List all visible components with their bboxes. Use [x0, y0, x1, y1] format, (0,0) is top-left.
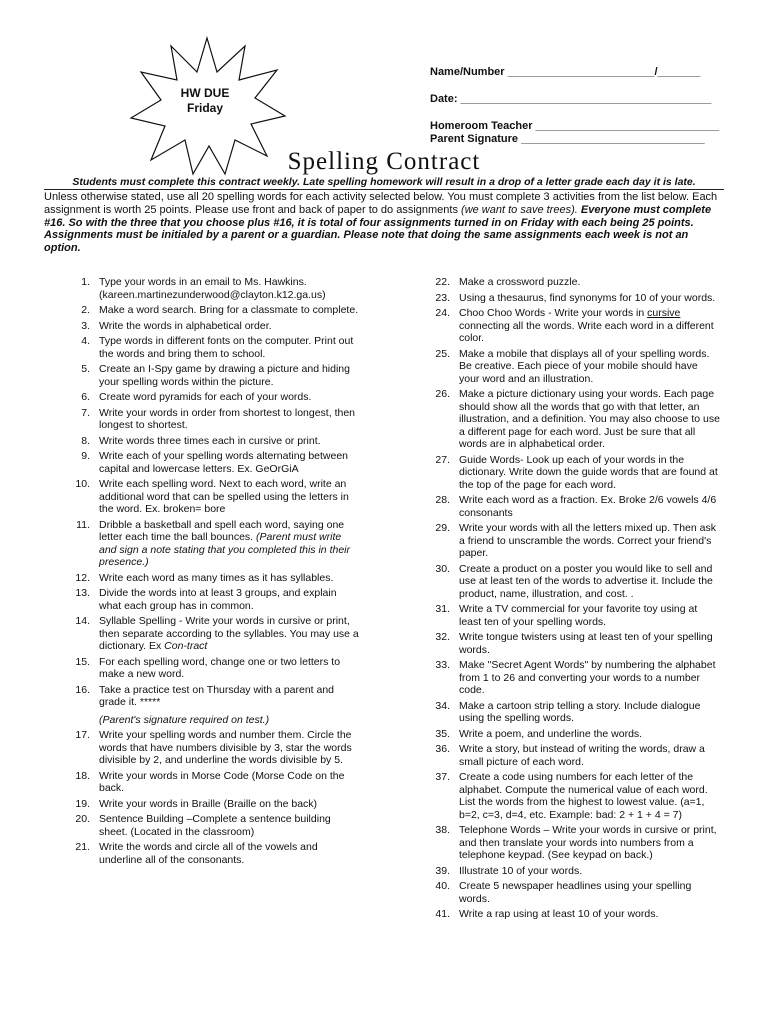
activity-number: 9.: [81, 450, 90, 462]
activity-text: [99, 615, 360, 653]
activity-text: [459, 348, 720, 386]
activity-text: [459, 631, 720, 656]
activity-text: [99, 320, 360, 333]
date-field[interactable]: Date: _________________________________________: [430, 93, 712, 105]
activity-number: 35.: [435, 727, 450, 740]
activity-item: [420, 348, 720, 386]
activity-text-main: Make a mobile that displays all of your spelling words. Be creative. Each piece of your mobile should have your word and an illustration.: [459, 347, 710, 385]
activity-text-main: Syllable Spelling - Write your words in cursive or print, then separate according to the syllables. You may use a dictionary. Ex: [99, 615, 359, 652]
homeroom-teacher-field[interactable]: Homeroom Teacher ______________________________: [430, 120, 720, 132]
activity-text: [459, 865, 720, 878]
activity-text-main: Make a picture dictionary using your words. Each page should show all the words that go with that letter, an illustration, and a definition. You may also choose to use a different page for each word. Just be sure that all words are in alphabetical order.: [459, 388, 720, 450]
activity-item: [60, 391, 360, 404]
activity-item: [420, 771, 720, 821]
activity-item: [60, 519, 360, 569]
activity-item: [60, 770, 360, 795]
activity-number: 16.: [75, 683, 90, 696]
activity-item: [420, 880, 720, 905]
activity-text: [459, 659, 720, 697]
activity-number: 30.: [435, 562, 450, 575]
activity-text: [99, 519, 360, 569]
activity-item: [60, 320, 360, 333]
activity-number: 25.: [435, 347, 450, 360]
activity-item: [60, 407, 360, 432]
parent-signature-field[interactable]: Parent Signature ______________________________: [430, 133, 705, 145]
activity-number: 36.: [435, 743, 450, 755]
activity-number: 38.: [435, 824, 450, 836]
activity-text: [99, 587, 360, 612]
activity-text-main: For each spelling word, change one or two letters to make a new word.: [99, 655, 341, 680]
activity-text-main: Create a product on a poster you would like to sell and use at least ten of the words to advertise it. Include the product, name, illustration, and cost. .: [459, 562, 713, 600]
activity-text: [459, 603, 720, 628]
activity-item: [60, 335, 360, 360]
activity-number: 2.: [81, 304, 90, 316]
activity-text: [99, 478, 360, 516]
activity-text: [99, 391, 360, 404]
activity-number: 21.: [75, 841, 90, 853]
activity-text-main: Make a word search. Bring for a classmate to complete.: [99, 304, 359, 316]
activity-text: [459, 700, 720, 725]
activity-text-main: Write your words with all the letters mixed up. Then ask a friend to unscramble the words. Correct your friend's paper.: [459, 522, 716, 559]
activity-number: 37.: [435, 771, 450, 783]
activity-text-main: Illustrate 10 of your words.: [459, 864, 583, 877]
activity-text: [459, 494, 720, 519]
activity-number: 24.: [435, 307, 450, 319]
activity-item: [60, 684, 360, 727]
activity-item: [420, 494, 720, 519]
activity-number: 40.: [435, 880, 450, 892]
activity-text: [99, 407, 360, 432]
activity-item: [420, 603, 720, 628]
activity-number: 11.: [76, 518, 90, 531]
activity-text: [99, 729, 360, 767]
activity-text: [99, 798, 360, 811]
activity-number: 6.: [81, 391, 90, 403]
activity-text-main: Make "Secret Agent Words" by numbering the alphabet from 1 to 26 and converting your words to a number code.: [459, 659, 716, 696]
activity-text-main: Write the words in alphabetical order.: [99, 319, 272, 332]
activity-text: [99, 304, 360, 317]
activity-text: [99, 363, 360, 388]
activity-list-left: [60, 276, 360, 869]
activity-text-main: Choo Choo Words - Write your words in: [459, 307, 648, 319]
activity-item: [420, 824, 720, 862]
late-notice: Students must complete this contract weekly. Late spelling homework will result in a drop of a letter grade each day it is late.: [72, 176, 696, 188]
activity-number: 22.: [435, 276, 450, 288]
activity-text: [459, 743, 720, 768]
activity-number: 31.: [435, 603, 450, 615]
activity-item: [420, 908, 720, 921]
activity-text-main: Make a crossword puzzle.: [459, 276, 581, 288]
activity-item: [420, 659, 720, 697]
activity-text: [459, 563, 720, 601]
activity-text-main: Type words in different fonts on the computer. Print out the words and bring them to school.: [99, 335, 354, 360]
activity-text: [459, 388, 720, 451]
activity-number: 7.: [81, 406, 90, 419]
name-number-field[interactable]: Name/Number ________________________/_______: [430, 66, 701, 78]
instructions-part3: Everyone must complete #16. So with the three that you choose plus #16, it is total of four assignments turned in on Friday with each being 25 points. Assignments must be initialed by a parent or a guardian. Please note that doing the same assignments each week is not an option.: [44, 203, 712, 255]
activity-number: 33.: [435, 659, 450, 671]
activity-number: 5.: [81, 363, 90, 375]
activity-number: 32.: [435, 631, 450, 643]
activity-text-main: Write each of your spelling words alternating between capital and lowercase letters. Ex. GeOrGiA: [99, 450, 349, 475]
activity-text-main: Create an I-Spy game by drawing a picture and hiding your spelling words within the picture.: [99, 363, 350, 388]
activity-number: 1.: [81, 276, 90, 288]
activity-number: 18.: [75, 769, 90, 782]
activity-text: [99, 450, 360, 475]
activity-item: [420, 307, 720, 345]
activity-number: 10.: [75, 478, 90, 490]
activity-text-main: Create word pyramids for each of your words.: [99, 391, 312, 403]
activity-number: 13.: [75, 587, 90, 599]
activity-item: [420, 454, 720, 492]
activity-number: 19.: [75, 797, 90, 810]
activity-text-main: Using a thesaurus, find synonyms for 10 of your words.: [459, 291, 716, 304]
due-badge-line1: HW DUE: [180, 86, 230, 100]
activity-item: [60, 304, 360, 317]
activity-text-main: Create a code using numbers for each letter of the alphabet. Compute the numerical value of each word. List the words from the highest to lowest value. (a=1, b=2, c=3, d=4, etc. Example: bad: 2 + 1 + 4 = 7): [459, 771, 708, 821]
activity-number: 8.: [81, 434, 90, 447]
activity-number: 17.: [75, 729, 90, 741]
activity-number: 28.: [435, 494, 450, 506]
activity-text: [99, 813, 360, 838]
activity-item: [60, 276, 360, 301]
activity-item: [420, 276, 720, 289]
activity-text-main: Write words three times each in cursive or print.: [99, 434, 321, 447]
activity-number: 3.: [81, 319, 90, 332]
activity-item: [60, 841, 360, 866]
activity-note: Con-tract: [164, 640, 208, 652]
activity-item: [60, 656, 360, 681]
activity-text-main: Create 5 newspaper headlines using your spelling words.: [459, 880, 692, 905]
activity-text-main: Write each word as a fraction. Ex. Broke 2/6 vowels 4/6 consonants: [459, 494, 717, 519]
activity-text-main: Divide the words into at least 3 groups, and explain what each group has in common.: [99, 587, 337, 612]
activity-text: [99, 435, 360, 448]
activity-text: [99, 684, 360, 727]
activity-text: [459, 522, 720, 560]
activity-text-underlined: cursive: [647, 307, 681, 319]
activity-text-main: Take a practice test on Thursday with a parent and grade it. *****: [99, 683, 335, 708]
activity-subnote: (Parent's signature required on test.): [99, 713, 270, 726]
activity-item: [420, 292, 720, 305]
activity-text-main: Type your words in an email to Ms. Hawkins. (kareen.martinezunderwood@clayton.k12.ga.us): [99, 276, 326, 301]
activity-text-main: Write a rap using at least 10 of your words.: [459, 908, 659, 920]
activity-number: 15.: [75, 655, 90, 668]
instructions-part1: Unless otherwise stated, use all 20 spelling words for each activity selected below. You must complete 3 activities from the list below. Each assignment is worth 25 points. Please use front and back of paper to do assignments: [44, 191, 718, 216]
activity-text: [459, 307, 720, 345]
due-badge: [160, 86, 250, 116]
activity-text-main: Write each spelling word. Next to each word, write an additional word that can be spelled using the letters in the word. Ex. broken= bore: [99, 478, 349, 515]
activity-text-continued: connecting all the words. Write each word in a different color.: [459, 319, 714, 344]
activity-number: 29.: [435, 522, 450, 534]
activity-item: [60, 363, 360, 388]
activity-text-main: Write the words and circle all of the vowels and underline all of the consonants.: [99, 841, 318, 866]
activity-item: [420, 865, 720, 878]
activity-note: (Parent must write and sign a note stating that you completed this in their presence.): [99, 531, 350, 568]
activity-text-main: Write your words in Braille (Braille on the back): [99, 797, 318, 810]
activity-text-main: Write each word as many times as it has syllables.: [99, 571, 334, 584]
due-badge-line2: Friday: [186, 101, 223, 115]
activity-number: 27.: [435, 453, 450, 466]
activity-text: [459, 276, 720, 289]
activity-item: [420, 631, 720, 656]
activity-item: [420, 728, 720, 741]
activity-text: [99, 841, 360, 866]
activity-text: [459, 880, 720, 905]
activity-number: 39.: [435, 864, 450, 877]
activity-item: [60, 450, 360, 475]
activity-text-main: Dribble a basketball and spell each word, saying one letter each time the ball bounces.: [99, 518, 345, 543]
instructions-part2: (we want to save trees).: [461, 203, 578, 216]
activity-item: [60, 729, 360, 767]
activity-text-main: Telephone Words – Write your words in cursive or print, and then translate your words into numbers from a telephone keypad. (See keypad on back.): [459, 824, 717, 861]
activity-number: 20.: [75, 813, 90, 825]
activity-text: [99, 656, 360, 681]
activity-text-main: Write a story, but instead of writing the words, draw a small picture of each word.: [459, 743, 705, 768]
activity-number: 26.: [435, 388, 450, 400]
activity-text: [459, 292, 720, 305]
activity-text-main: Write a TV commercial for your favorite toy using at least ten of your spelling words.: [459, 603, 698, 628]
activity-text-main: Write your spelling words and number them. Circle the words that have numbers divisible by 3, star the words divisible by 2, and underline the words divisible by 5.: [99, 729, 352, 766]
activity-text: [99, 770, 360, 795]
divider: [44, 189, 724, 190]
activity-item: [60, 435, 360, 448]
activity-text: [459, 728, 720, 741]
activity-item: [420, 522, 720, 560]
activity-text-main: Guide Words- Look up each of your words in the dictionary. Write down the guide words that are found at the top of the page for each word.: [459, 453, 718, 491]
activity-item: [60, 615, 360, 653]
activity-text-main: Write your words in order from shortest to longest, then longest to shortest.: [99, 406, 355, 431]
activity-list-right: [420, 276, 720, 924]
activity-text-main: Write tongue twisters using at least ten of your spelling words.: [459, 631, 713, 656]
activity-item: [60, 813, 360, 838]
activity-item: [420, 563, 720, 601]
activity-text: [99, 572, 360, 585]
activity-number: 34.: [435, 699, 450, 712]
page-title: Spelling Contract: [287, 148, 481, 175]
activity-item: [60, 798, 360, 811]
instructions: [44, 191, 724, 255]
activity-item: [420, 700, 720, 725]
activity-number: 23.: [435, 291, 450, 304]
activity-text: [459, 824, 720, 862]
activity-text: [99, 276, 360, 301]
activity-item: [420, 743, 720, 768]
activity-item: [420, 388, 720, 451]
activity-number: 14.: [75, 615, 90, 627]
activity-item: [60, 478, 360, 516]
activity-item: [60, 587, 360, 612]
activity-number: 41.: [435, 908, 450, 920]
activity-text: [459, 908, 720, 921]
activity-text: [459, 454, 720, 492]
activity-text-main: Sentence Building –Complete a sentence building sheet. (Located in the classroom): [99, 813, 331, 838]
activity-number: 4.: [81, 335, 90, 347]
activity-text: [99, 335, 360, 360]
activity-text: [459, 771, 720, 821]
activity-text-main: Write a poem, and underline the words.: [459, 727, 643, 740]
activity-item: [60, 572, 360, 585]
activity-text-main: Write your words in Morse Code (Morse Code on the back.: [99, 769, 345, 794]
activity-text-main: Make a cartoon strip telling a story. Include dialogue using the spelling words.: [459, 699, 701, 724]
activity-number: 12.: [75, 571, 90, 584]
